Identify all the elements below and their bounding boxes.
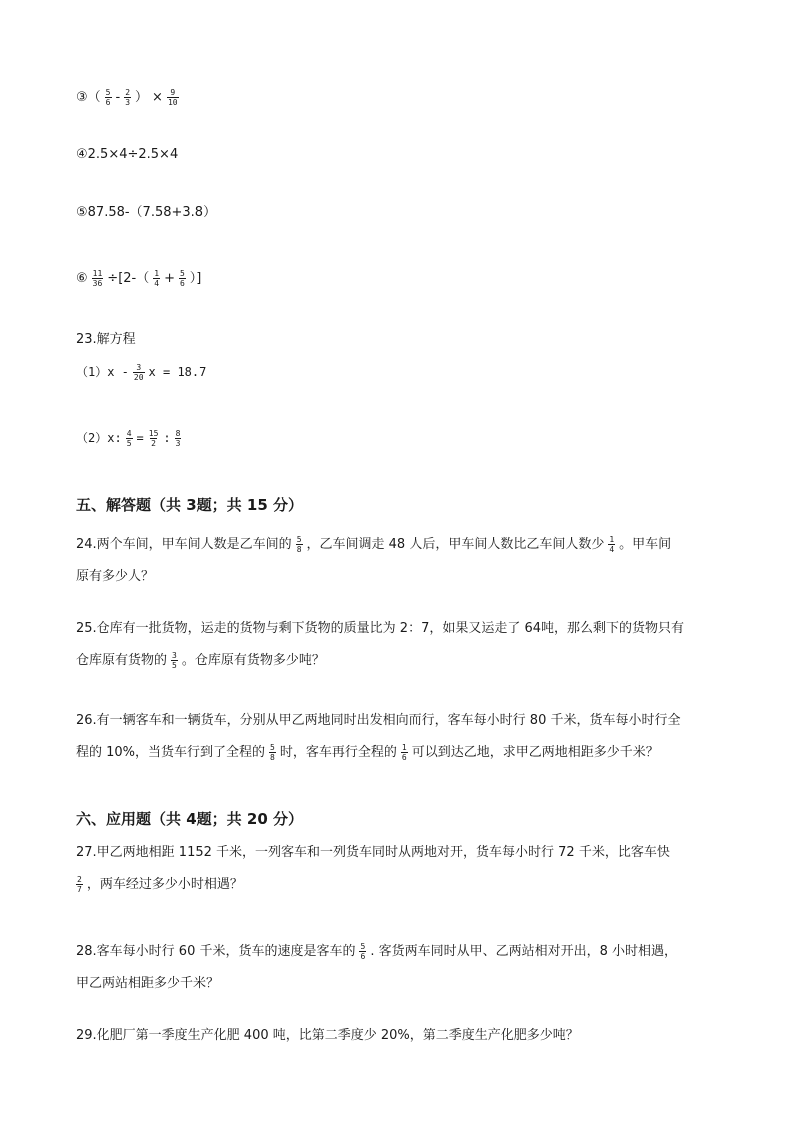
fraction — [359, 942, 366, 961]
question-28 — [76, 942, 677, 962]
operator: : — [163, 431, 171, 445]
question-text: 24.两个车间，甲车间人数是乙车间的 — [76, 537, 292, 552]
denominator: 5 — [172, 661, 177, 670]
operator: = — [136, 431, 144, 445]
denominator: 10 — [167, 98, 178, 107]
numerator: 5 — [179, 269, 185, 278]
question-text: 。甲车间 — [619, 537, 672, 552]
fraction — [171, 651, 178, 670]
denominator: 6 — [401, 753, 407, 762]
denominator: 36 — [92, 279, 103, 288]
numerator: 9 — [170, 88, 176, 97]
fraction — [92, 269, 104, 288]
equation-rest: x = 18.7 — [148, 365, 207, 379]
question-27: 27.甲乙两地相距 1152 千米，一列客车和一列货车同时从两地对开，货车每小时行 72 千米，比客车快 — [76, 845, 670, 860]
calc-item-5: ⑤87.58-（7.58+3.8） — [76, 205, 217, 220]
numerator: 2 — [77, 875, 82, 884]
fraction — [124, 88, 131, 107]
numerator: 11 — [92, 269, 103, 278]
equation-label: （1）x - — [76, 365, 129, 379]
operator: - — [115, 90, 121, 105]
denominator: 4 — [154, 279, 160, 288]
question-text: 28.客车每小时行 60 千米，货车的速度是客车的 — [76, 944, 356, 959]
denominator: 6 — [105, 98, 111, 107]
numerator: 3 — [172, 651, 177, 660]
operator: + — [164, 271, 175, 286]
numerator: 5 — [270, 743, 275, 752]
question-25: 25.仓库有一批货物，运走的货物与剩下货物的质量比为 2：7，如果又运走了 64吨，那么剩下的货物只有 — [76, 621, 685, 636]
numerator: 2 — [125, 88, 131, 97]
question-29: 29.化肥厂第一季度生产化肥 400 吨，比第二季度少 20%，第二季度生产化肥多少吨？ — [76, 1028, 579, 1043]
question-25-line-2 — [76, 651, 325, 671]
paren-open: （ — [87, 90, 101, 105]
fraction — [76, 875, 83, 894]
fraction — [105, 88, 112, 107]
question-26: 26.有一辆客车和一辆货车，分别从甲乙两地同时出发相向而行，客车每小时行 80 千米，货车每小时行全 — [76, 713, 681, 728]
expression-text: ）] — [189, 271, 202, 286]
numerator: 15 — [148, 429, 159, 438]
paren-close: ） — [135, 90, 149, 105]
question-text: ，乙车间调走 48 人后，甲车间人数比乙车间人数少 — [306, 537, 605, 552]
question-text: 程的 10%，当货车行到了全程的 — [76, 745, 266, 760]
question-28-line-2: 甲乙两站相距多少千米？ — [76, 976, 220, 991]
question-24 — [76, 535, 671, 555]
equation-label: （2）x: — [76, 431, 122, 445]
denominator: 8 — [296, 545, 302, 554]
denominator: 6 — [360, 952, 366, 961]
denominator: 8 — [270, 753, 275, 762]
question-text: 。仓库原有货物多少吨？ — [181, 653, 325, 668]
fraction — [126, 429, 133, 448]
fraction — [175, 429, 182, 448]
item-marker: ③ — [76, 90, 88, 105]
expression-text: ÷[2-（ — [107, 271, 150, 286]
numerator: 8 — [175, 429, 181, 438]
fraction — [401, 743, 408, 762]
denominator: 2 — [151, 439, 156, 448]
question-text: 可以到达乙地，求甲乙两地相距多少千米？ — [411, 745, 659, 760]
question-text: . 客货两车同时从甲、乙两站相对开出，8 小时相遇， — [370, 944, 677, 959]
fraction — [179, 269, 186, 288]
question-24-line-2: 原有多少人？ — [76, 569, 155, 584]
question-text: ，两车经过多少小时相遇？ — [86, 877, 243, 892]
section-6-heading: 六、应用题（共 4题；共 20 分） — [76, 810, 303, 828]
fraction — [296, 535, 303, 554]
fraction — [148, 429, 160, 448]
question-26-line-2 — [76, 743, 659, 763]
fraction — [167, 88, 179, 107]
calc-item-3 — [76, 88, 183, 108]
denominator: 3 — [125, 98, 131, 107]
question-text: 仓库原有货物的 — [76, 653, 168, 668]
numerator: 3 — [136, 363, 142, 372]
numerator: 5 — [360, 942, 366, 951]
denominator: 7 — [77, 885, 82, 894]
numerator: 5 — [105, 88, 111, 97]
numerator: 4 — [126, 429, 132, 438]
denominator: 3 — [175, 439, 181, 448]
fraction — [269, 743, 276, 762]
denominator: 6 — [179, 279, 185, 288]
question-27-line-2 — [76, 875, 243, 895]
numerator: 5 — [296, 535, 302, 544]
equation-2 — [76, 428, 185, 448]
calc-item-6 — [76, 269, 201, 289]
denominator: 4 — [609, 545, 615, 554]
numerator: 1 — [609, 535, 615, 544]
question-text: 时，客车再行全程的 — [279, 745, 397, 760]
calc-item-4: ④2.5×4÷2.5×4 — [76, 147, 179, 162]
numerator: 1 — [154, 269, 160, 278]
fraction — [153, 269, 160, 288]
question-23-title: 23.解方程 — [76, 332, 136, 347]
item-marker: ⑥ — [76, 271, 88, 286]
denominator: 5 — [126, 439, 132, 448]
denominator: 20 — [133, 373, 144, 382]
section-5-heading: 五、解答题（共 3题；共 15 分） — [76, 496, 303, 514]
operator: × — [152, 90, 163, 105]
fraction — [133, 363, 145, 382]
fraction — [608, 535, 615, 554]
numerator: 1 — [401, 743, 407, 752]
equation-1 — [76, 362, 206, 382]
